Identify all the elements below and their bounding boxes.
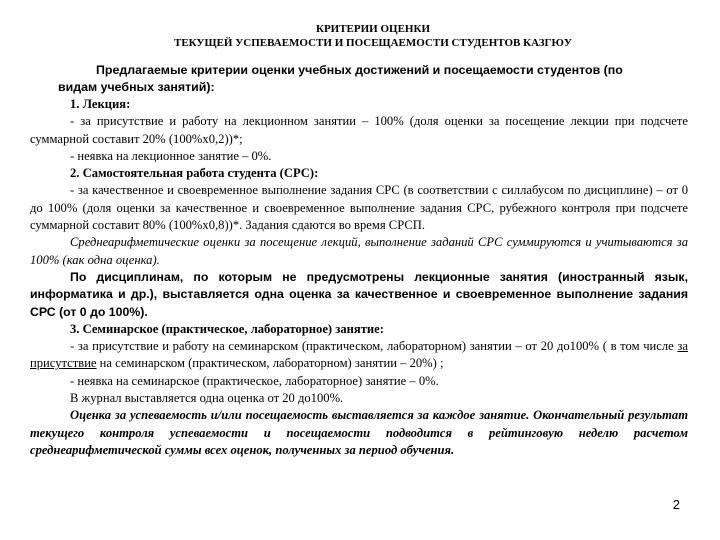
journal-note: В журнал выставляется одна оценка от 20 до100%. — [70, 391, 344, 406]
srs-item-assignment: - за качественное и своевременное выполнение задания СРС (в соответствии с силлабусом по дисциплине) – от 0 до 100% (доля оценки за качественное и своевременное выполнение задания СРС, рубежного контроля при подсчете суммарной составит 80% (100%х0,8))*. Задания сдаются во время СРСП. — [30, 183, 688, 233]
document-title — [58, 22, 688, 50]
page-number: 2 — [672, 497, 680, 512]
intro-line-1: Предлагаемые критерии оценки учебных достижений и посещаемости студентов (по — [96, 63, 623, 77]
document-page — [30, 22, 688, 459]
seminar-item-start: - за присутствие и работу на семинарском (практическом, лабораторном) занятии – от 20 до100% ( в том числе — [70, 339, 678, 354]
seminar-item-attendance — [30, 338, 688, 373]
lecture-heading: 1. Лекция: — [70, 97, 131, 111]
title-line-1: КРИТЕРИИ ОЦЕНКИ — [315, 23, 431, 35]
seminar-item-underlined: за присутствие — [30, 339, 688, 371]
lecture-item-attendance: - за присутствие и работу на лекционном занятии – 100% (доля оценки за посещение лекции при подсчете суммарной составит 20% (100%х0,2))*; — [30, 114, 688, 146]
srs-heading: 2. Самостоятельная работа студента (СРС): — [70, 166, 319, 181]
intro-line-2: видам учебных занятий): — [58, 80, 215, 94]
srs-average-note: Среднеарифметические оценки за посещение лекций, выполнение заданий СРС суммируются и учитываются за 100% (как одна оценка). — [30, 235, 688, 267]
conclusion-paragraph: Оценка за успеваемость и/или посещаемость выставляется за каждое занятие. Окончательный результат текущего контроля успеваемости и посещаемости подводится в рейтинговую неделю расчетом среднеарифметической суммы всех оценок, полученных за период обучения. — [30, 408, 688, 457]
title-line-2: ТЕКУЩЕЙ УСПЕВАЕМОСТИ И ПОСЕЩАЕМОСТИ СТУДЕНТОВ КАЗГЮУ — [173, 37, 573, 49]
lecture-item-absence: - неявка на лекционное занятие – 0%. — [70, 148, 272, 163]
seminar-item-absence: - неявка на семинарское (практическое, лабораторное) занятие – 0%. — [70, 373, 439, 388]
seminar-item-end: на семинарском (практическом, лабораторном) занятии – 20%) ; — [96, 356, 444, 371]
seminar-heading: 3. Семинарское (практическое, лабораторное) занятие: — [70, 321, 384, 336]
srs-disciplines-note: По дисциплинам, по которым не предусмотрены лекционные занятия (иностранный язык, информатика и др.), выставляется одна оценка за качественное и своевременное выполнение задания СРС (от 0 до 100%). — [30, 269, 688, 319]
intro-paragraph — [30, 62, 688, 96]
